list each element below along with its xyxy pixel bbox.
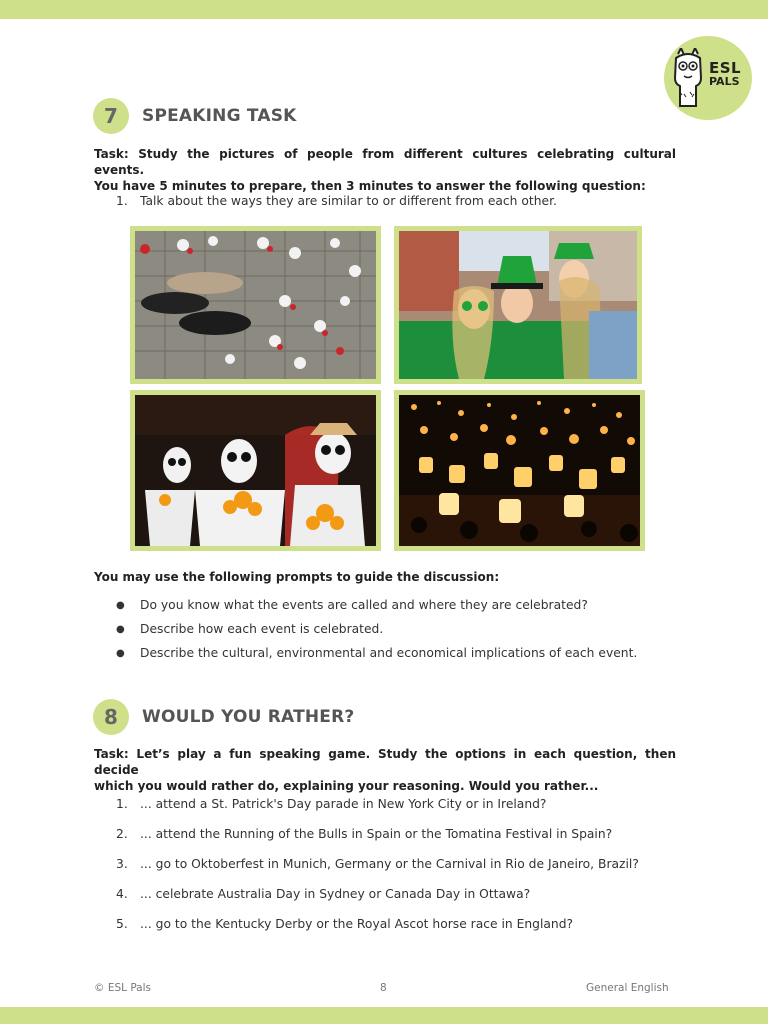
- list-item-text: ... go to the Kentucky Derby or the Royal Ascot horse race in England?: [140, 917, 574, 931]
- list-item: [116, 598, 588, 612]
- bottom-accent-band: [0, 1007, 768, 1024]
- list-item-text: ... go to Oktoberfest in Munich, Germany or the Carnival in Rio de Janeiro, Brazil?: [140, 857, 639, 871]
- list-item-number: 1.: [116, 194, 128, 208]
- photo-lantern-festival: [394, 390, 645, 551]
- list-item-number: 4.: [116, 887, 128, 901]
- list-item: [116, 827, 612, 841]
- photo-st-patricks-day: [394, 226, 642, 384]
- list-item: [116, 797, 546, 811]
- list-item-number: 1.: [116, 797, 128, 811]
- list-item-text: ... attend the Running of the Bulls in Spain or the Tomatina Festival in Spain?: [140, 827, 613, 841]
- list-item: [116, 887, 530, 901]
- list-item: [116, 194, 557, 208]
- section7-task-line2: You have 5 minutes to prepare, then 3 minutes to answer the following question:: [94, 179, 646, 193]
- section8-task-line2: which you would rather do, explaining your reasoning. Would you rather...: [94, 779, 599, 793]
- section7-task-line1: Task: Study the pictures of people from different cultures celebrating cultural events.: [94, 147, 676, 177]
- bullet-icon: ●: [116, 648, 125, 659]
- list-item: [116, 646, 637, 660]
- bullet-icon: ●: [116, 600, 125, 611]
- list-item-text: Do you know what the events are called and where they are celebrated?: [140, 598, 588, 612]
- esl-pals-logo: [664, 36, 752, 120]
- section7-title: SPEAKING TASK: [142, 106, 297, 126]
- footer-course-name: General English: [586, 982, 669, 994]
- footer-page-number: 8: [380, 982, 387, 994]
- list-item-text: ... attend a St. Patrick's Day parade in New York City or in Ireland?: [140, 797, 547, 811]
- list-item-number: 2.: [116, 827, 128, 841]
- logo-line2: PALS: [709, 75, 740, 88]
- top-accent-band: [0, 0, 768, 19]
- list-item-text: Talk about the ways they are similar to or different from each other.: [140, 194, 557, 208]
- list-item: [116, 857, 639, 871]
- list-item-number: 3.: [116, 857, 128, 871]
- logo-line1: ESL: [709, 59, 742, 77]
- section8-task: [94, 746, 676, 794]
- section7-header: [93, 98, 297, 134]
- list-item-number: 5.: [116, 917, 128, 931]
- bullet-icon: ●: [116, 624, 125, 635]
- list-item-text: ... celebrate Australia Day in Sydney or Canada Day in Ottawa?: [140, 887, 531, 901]
- section8-task-line1: Task: Let’s play a fun speaking game. Study the options in each question, then decide: [94, 747, 676, 777]
- section7-task: [94, 146, 676, 194]
- list-item: [116, 917, 573, 931]
- llama-icon: [670, 48, 706, 110]
- photo-running-of-the-bulls: [130, 226, 381, 384]
- prompts-heading: You may use the following prompts to guide the discussion:: [94, 570, 500, 584]
- section7-number-badge: 7: [93, 98, 129, 134]
- list-item-text: Describe how each event is celebrated.: [140, 622, 384, 636]
- photo-day-of-the-dead: [130, 390, 381, 551]
- list-item-text: Describe the cultural, environmental and economical implications of each event.: [140, 646, 638, 660]
- section8-title: WOULD YOU RATHER?: [142, 707, 355, 727]
- footer-copyright: © ESL Pals: [94, 982, 152, 994]
- logo-text: [709, 59, 742, 88]
- section8-header: [93, 699, 354, 735]
- list-item: [116, 622, 383, 636]
- section8-number-badge: 8: [93, 699, 129, 735]
